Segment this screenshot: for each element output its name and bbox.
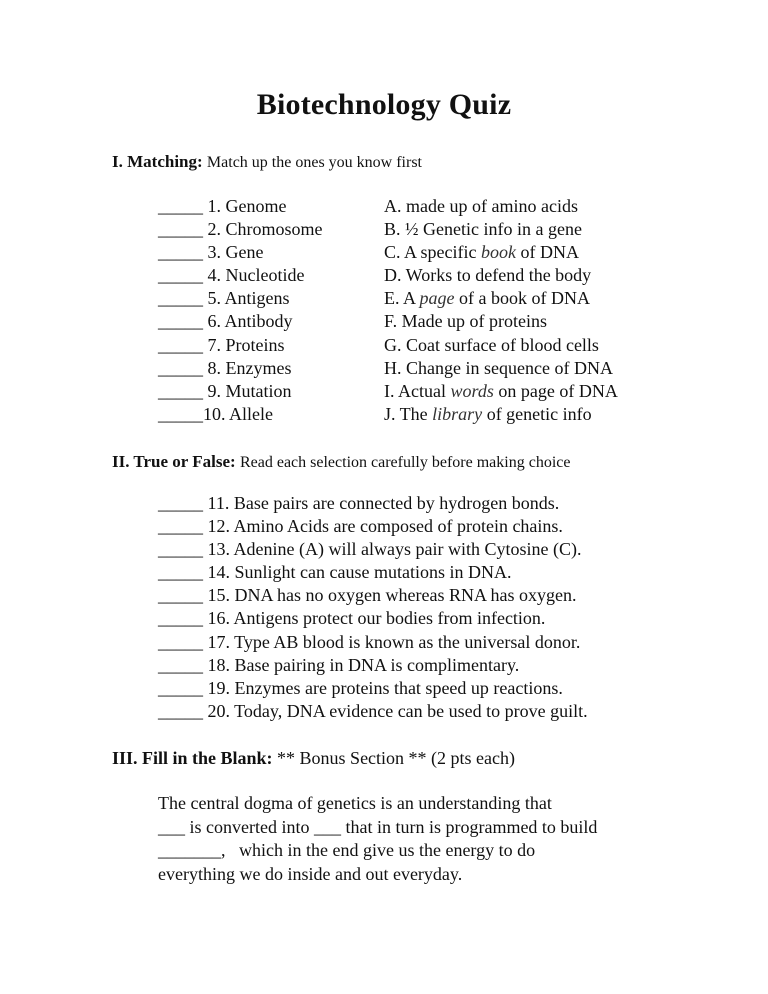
matching-term: _____ 2. Chromosome <box>158 219 323 240</box>
matching-term: _____ 4. Nucleotide <box>158 265 305 286</box>
matching-term: _____ 9. Mutation <box>158 380 292 401</box>
true-false-section-header <box>112 452 570 473</box>
true-false-item: _____ 19. Enzymes are proteins that speed up reactions. <box>158 677 563 698</box>
matching-term: _____10. Allele <box>158 403 273 424</box>
true-false-item: _____ 11. Base pairs are connected by hydrogen bonds. <box>158 493 560 513</box>
matching-section-header <box>112 152 422 173</box>
paragraph-line: ___ is converted into ___ that in turn is programmed to build <box>158 816 598 837</box>
page-title: Biotechnology Quiz <box>256 88 512 121</box>
true-false-item: _____ 13. Adenine (A) will always pair with Cytosine (C). <box>158 539 582 560</box>
matching-definition: I. Actual words on page of DNA <box>384 380 618 401</box>
matching-definition: D. Works to defend the body <box>384 265 592 286</box>
matching-term: _____ 3. Gene <box>158 242 264 263</box>
true-false-item: _____ 17. Type AB blood is known as the universal donor. <box>158 631 581 652</box>
matching-definitions-list <box>384 195 618 426</box>
matching-term: _____ 5. Antigens <box>158 288 290 309</box>
true-false-item: _____ 12. Amino Acids are composed of protein chains. <box>158 516 563 537</box>
matching-definition: A. made up of amino acids <box>384 196 578 216</box>
matching-term: _____ 7. Proteins <box>158 334 285 355</box>
paragraph-line: The central dogma of genetics is an understanding that <box>158 793 552 813</box>
true-false-item: _____ 18. Base pairing in DNA is complimentary. <box>158 654 520 675</box>
matching-definition: B. ½ Genetic info in a gene <box>384 219 582 240</box>
true-false-item: _____ 15. DNA has no oxygen whereas RNA has oxygen. <box>158 585 577 606</box>
matching-definition: H. Change in sequence of DNA <box>384 357 613 378</box>
fill-blank-section-header <box>112 748 515 768</box>
section-label: II. True or False: <box>112 452 236 471</box>
true-false-item: _____ 16. Antigens protect our bodies from infection. <box>158 608 546 629</box>
matching-definition: F. Made up of proteins <box>384 311 548 332</box>
matching-definition: J. The library of genetic info <box>384 403 592 424</box>
section-instruction: Read each selection carefully before making choice <box>239 454 571 471</box>
section-instruction: ** Bonus Section ** (2 pts each) <box>277 748 516 768</box>
matching-term: _____ 1. Genome <box>158 196 287 216</box>
section-instruction: Match up the ones you know first <box>206 154 422 171</box>
paragraph-line: _______, which in the end give us the energy to do <box>158 840 536 860</box>
matching-term: _____ 8. Enzymes <box>158 357 292 378</box>
true-false-list <box>158 492 588 723</box>
matching-term: _____ 6. Antibody <box>158 311 293 332</box>
paragraph-line: everything we do inside and out everyday. <box>158 863 463 884</box>
true-false-item: _____ 14. Sunlight can cause mutations in DNA. <box>158 562 512 583</box>
matching-definition: E. A page of a book of DNA <box>384 288 590 309</box>
section-label: I. Matching: <box>112 152 203 171</box>
matching-definition: C. A specific book of DNA <box>384 242 579 263</box>
fill-blank-paragraph <box>158 792 597 886</box>
matching-definition: G. Coat surface of blood cells <box>384 334 599 355</box>
matching-terms-list <box>158 195 323 426</box>
true-false-item: _____ 20. Today, DNA evidence can be used to prove guilt. <box>158 700 588 721</box>
section-label: III. Fill in the Blank: <box>112 748 273 768</box>
